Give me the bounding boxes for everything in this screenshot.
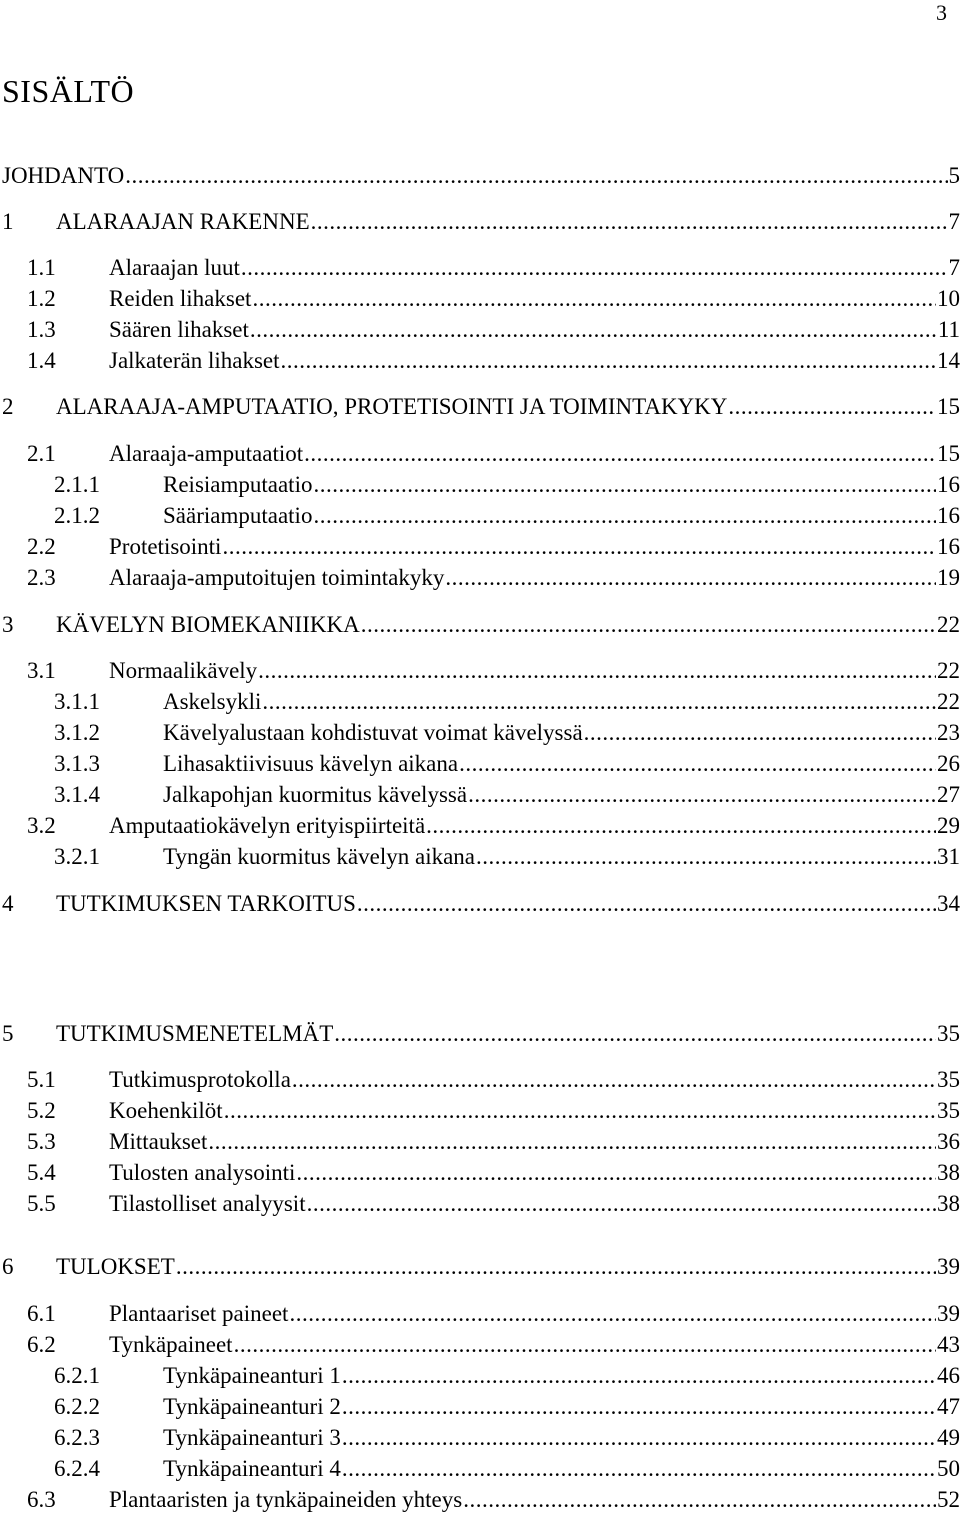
toc-entry-title: Mittaukset: [109, 1129, 208, 1154]
toc-entry-leader: [224, 1096, 936, 1126]
toc-entry-page: 43: [937, 1332, 960, 1357]
toc-entry[interactable]: [27, 1096, 960, 1126]
toc-entry-leader: [334, 1019, 936, 1049]
toc-entry-leader: [234, 1330, 936, 1360]
toc-entry-page: 29: [937, 813, 960, 838]
toc-entry-leader: [459, 749, 936, 779]
toc-entry[interactable]: [54, 470, 960, 500]
toc-entry-title: Tutkimusprotokolla: [109, 1067, 291, 1092]
toc-entry[interactable]: [54, 687, 960, 717]
toc-entry-number: 5.3: [27, 1129, 56, 1154]
toc-entry[interactable]: [54, 780, 960, 810]
toc-entry-title: Tynkäpaineanturi 2: [163, 1394, 341, 1419]
toc-entry-title: JOHDANTO: [2, 163, 125, 188]
toc-entry-leader: [176, 1252, 936, 1282]
toc-entry-title: ALARAAJA-AMPUTAATIO, PROTETISOINTI JA TOIMINTAKYKY: [56, 394, 728, 419]
toc-entry-title: Tynkäpaineanturi 3: [163, 1425, 341, 1450]
toc-entry-number: 3.1: [27, 658, 56, 683]
toc-entry[interactable]: [2, 610, 960, 640]
toc-entry-leader: [361, 610, 936, 640]
toc-entry-page: 15: [937, 394, 960, 419]
toc-entry-page: 49: [937, 1425, 960, 1450]
toc-entry[interactable]: [2, 889, 960, 919]
toc-entry[interactable]: [27, 284, 960, 314]
toc-entry-title: Tynkäpaineanturi 1: [163, 1363, 341, 1388]
toc-entry[interactable]: [27, 1330, 960, 1360]
toc-entry-leader: [311, 207, 948, 237]
toc-entry-leader: [342, 1392, 936, 1422]
toc-entry-title: Kävelyalustaan kohdistuvat voimat kävelyssä: [163, 720, 583, 745]
toc-entry-page: 23: [937, 720, 960, 745]
toc-entry-number: 1.3: [27, 317, 56, 342]
toc-entry-title: TUTKIMUKSEN TARKOITUS: [56, 891, 356, 916]
toc-entry-page: 46: [937, 1363, 960, 1388]
toc-entry[interactable]: [27, 563, 960, 593]
toc-entry-title: Jalkapohjan kuormitus kävelyssä: [163, 782, 468, 807]
toc-entry-number: 5.5: [27, 1191, 56, 1216]
toc-entry-leader: [476, 842, 936, 872]
toc-entry-number: 6.3: [27, 1487, 56, 1512]
toc-entry[interactable]: [2, 1252, 960, 1282]
toc-entry-leader: [125, 161, 947, 191]
toc-entry-title: Sääriamputaatio: [163, 503, 313, 528]
toc-entry-title: Tyngän kuormitus kävelyn aikana: [163, 844, 476, 869]
page-number: 3: [936, 0, 947, 25]
toc-entry-number: 1.1: [27, 255, 56, 280]
toc-entry[interactable]: [54, 1392, 960, 1422]
toc-entry-leader: [468, 780, 936, 810]
toc-entry-leader: [292, 1065, 936, 1095]
toc-entry-number: 1: [2, 209, 14, 234]
toc-entry[interactable]: [27, 1189, 960, 1219]
toc-entry[interactable]: [27, 1158, 960, 1188]
toc-entry-number: 3.1.1: [54, 689, 100, 714]
toc-entry[interactable]: [27, 1485, 960, 1515]
toc-entry-leader: [258, 656, 936, 686]
toc-entry-number: 6.1: [27, 1301, 56, 1326]
toc-entry-title: Koehenkilöt: [109, 1098, 223, 1123]
toc-entry-number: 3.2.1: [54, 844, 100, 869]
toc-entry-leader: [241, 253, 948, 283]
toc-entry[interactable]: [54, 842, 960, 872]
toc-entry-title: Askelsykli: [163, 689, 262, 714]
toc-entry-page: 16: [937, 472, 960, 497]
toc-entry-number: 5: [2, 1021, 14, 1046]
toc-entry-title: Normaalikävely: [109, 658, 258, 683]
toc-entry-number: 6.2.3: [54, 1425, 100, 1450]
toc-entry-leader: [584, 718, 936, 748]
toc-entry-page: 39: [937, 1254, 960, 1279]
toc-entry[interactable]: [2, 392, 960, 422]
toc-entry-title: Reiden lihakset: [109, 286, 252, 311]
toc-entry-page: 22: [937, 658, 960, 683]
toc-entry-page: 38: [937, 1160, 960, 1185]
toc-entry[interactable]: [2, 1019, 960, 1049]
toc-entry-title: Alaraajan luut: [109, 255, 240, 280]
toc-entry-number: 3.2: [27, 813, 56, 838]
toc-entry-leader: [281, 346, 936, 376]
toc-entry-leader: [296, 1158, 936, 1188]
toc-entry-leader: [342, 1454, 936, 1484]
toc-entry-leader: [728, 392, 936, 422]
toc-entry-page: 15: [937, 441, 960, 466]
toc-entry-page: 22: [937, 689, 960, 714]
toc-entry-page: 22: [937, 612, 960, 637]
toc-entry-title: Amputaatiokävelyn erityispiirteitä: [109, 813, 426, 838]
toc-entry-number: 1.2: [27, 286, 56, 311]
toc-entry-title: Alaraaja-amputoitujen toimintakyky: [109, 565, 445, 590]
toc-entry-title: ALARAAJAN RAKENNE: [56, 209, 310, 234]
toc-entry-leader: [307, 1189, 936, 1219]
toc-entry[interactable]: [54, 1423, 960, 1453]
toc-entry[interactable]: [2, 161, 960, 191]
toc-entry-page: 16: [937, 503, 960, 528]
toc-entry-leader: [445, 563, 936, 593]
toc-entry-title: KÄVELYN BIOMEKANIIKKA: [56, 612, 360, 637]
toc-entry-leader: [289, 1299, 936, 1329]
toc-entry-number: 6.2.4: [54, 1456, 100, 1481]
toc-entry-page: 19: [937, 565, 960, 590]
toc-entry[interactable]: [54, 1361, 960, 1391]
toc-entry-page: 7: [948, 209, 960, 234]
toc-entry[interactable]: [27, 253, 960, 283]
toc-entry-title: Plantaaristen ja tynkäpaineiden yhteys: [109, 1487, 463, 1512]
toc-entry-number: 2: [2, 394, 14, 419]
toc-entry-page: 16: [937, 534, 960, 559]
toc-entry-number: 5.1: [27, 1067, 56, 1092]
toc-entry-leader: [313, 501, 936, 531]
toc-entry-title: Alaraaja-amputaatiot: [109, 441, 304, 466]
toc-entry-title: Tilastolliset analyysit: [109, 1191, 306, 1216]
toc-entry-number: 5.2: [27, 1098, 56, 1123]
toc-entry-title: TUTKIMUSMENETELMÄT: [56, 1021, 334, 1046]
toc-entry[interactable]: [27, 1299, 960, 1329]
toc-entry[interactable]: [54, 501, 960, 531]
toc-entry-title: Plantaariset paineet: [109, 1301, 289, 1326]
toc-entry[interactable]: [54, 749, 960, 779]
toc-entry-page: 11: [937, 317, 960, 342]
toc-entry-title: Tulosten analysointi: [109, 1160, 296, 1185]
toc-entry-leader: [342, 1361, 936, 1391]
toc-entry-title: Tynkäpaineet: [109, 1332, 233, 1357]
toc-entry-title: Lihasaktiivisuus kävelyn aikana: [163, 751, 459, 776]
toc-entry-page: 26: [937, 751, 960, 776]
toc-entry-leader: [357, 889, 936, 919]
toc-entry-leader: [222, 532, 936, 562]
toc-entry[interactable]: [27, 656, 960, 686]
toc-entry-page: 35: [937, 1098, 960, 1123]
toc-entry-number: 2.1.1: [54, 472, 100, 497]
toc-entry-number: 3.1.4: [54, 782, 100, 807]
toc-entry-title: Jalkaterän lihakset: [109, 348, 280, 373]
toc-entry-leader: [463, 1485, 936, 1515]
toc-entry[interactable]: [27, 315, 960, 345]
toc-entry[interactable]: [2, 207, 960, 237]
toc-entry-page: 31: [937, 844, 960, 869]
toc-entry-page: 36: [937, 1129, 960, 1154]
toc-entry-page: 39: [937, 1301, 960, 1326]
toc-entry-page: 10: [937, 286, 960, 311]
page-title: SISÄLTÖ: [2, 73, 135, 109]
toc-entry-number: 6.2: [27, 1332, 56, 1357]
toc-entry-page: 14: [937, 348, 960, 373]
toc-entry-page: 38: [937, 1191, 960, 1216]
toc-entry-number: 3.1.3: [54, 751, 100, 776]
toc-entry[interactable]: [27, 1065, 960, 1095]
toc-entry-page: 35: [937, 1021, 960, 1046]
toc-entry-page: 47: [937, 1394, 960, 1419]
toc-entry-leader: [252, 284, 936, 314]
toc-entry-number: 4: [2, 891, 14, 916]
toc-entry[interactable]: [27, 811, 960, 841]
toc-entry-leader: [262, 687, 936, 717]
toc-entry-page: 5: [948, 163, 960, 188]
toc-entry[interactable]: [27, 532, 960, 562]
toc-entry-number: 2.1: [27, 441, 56, 466]
toc-entry-number: 2.2: [27, 534, 56, 559]
toc-entry-page: 35: [937, 1067, 960, 1092]
toc-entry-page: 34: [937, 891, 960, 916]
toc-entry[interactable]: [54, 1454, 960, 1484]
toc-entry-page: 7: [948, 255, 960, 280]
toc-entry-leader: [313, 470, 936, 500]
toc-entry-leader: [426, 811, 936, 841]
toc-entry-number: 2.3: [27, 565, 56, 590]
toc-entry-number: 3: [2, 612, 14, 637]
toc-entry-number: 2.1.2: [54, 503, 100, 528]
toc-entry-title: Säären lihakset: [109, 317, 249, 342]
toc-entry-leader: [250, 315, 937, 345]
toc-entry-number: 1.4: [27, 348, 56, 373]
toc-entry-number: 3.1.2: [54, 720, 100, 745]
toc-entry-title: Protetisointi: [109, 534, 222, 559]
toc-entry[interactable]: [27, 346, 960, 376]
toc-entry-number: 6.2.2: [54, 1394, 100, 1419]
toc-entry-leader: [208, 1127, 936, 1157]
toc-entry-title: Reisiamputaatio: [163, 472, 313, 497]
toc-entry[interactable]: [27, 439, 960, 469]
toc-entry-number: 5.4: [27, 1160, 56, 1185]
toc-entry-number: 6: [2, 1254, 14, 1279]
toc-entry[interactable]: [54, 718, 960, 748]
toc-entry-page: 50: [937, 1456, 960, 1481]
toc-entry-title: TULOKSET: [56, 1254, 175, 1279]
toc-entry-leader: [342, 1423, 936, 1453]
toc-entry-number: 6.2.1: [54, 1363, 100, 1388]
toc-entry-page: 52: [937, 1487, 960, 1512]
toc-entry[interactable]: [27, 1127, 960, 1157]
toc-entry-leader: [304, 439, 936, 469]
toc-entry-title: Tynkäpaineanturi 4: [163, 1456, 341, 1481]
toc-entry-page: 27: [937, 782, 960, 807]
